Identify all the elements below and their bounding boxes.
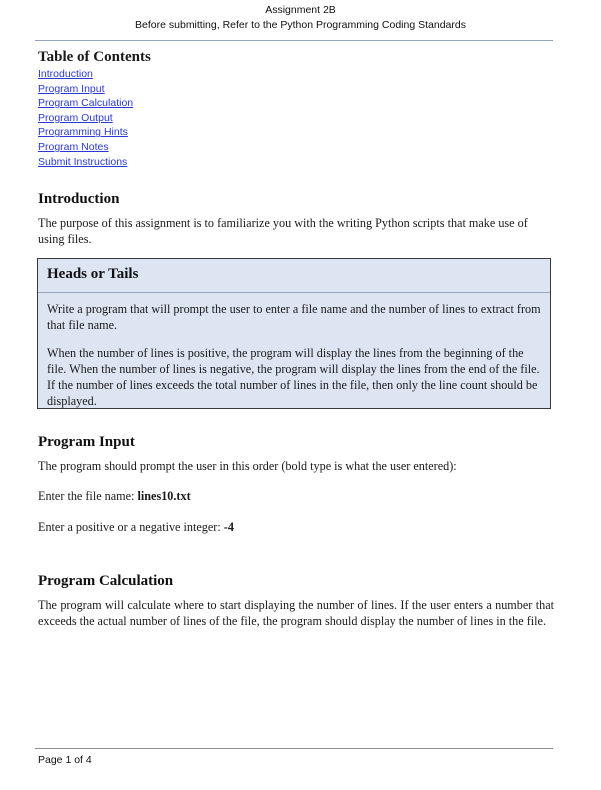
toc-link-program-output[interactable]: Program Output bbox=[38, 111, 113, 124]
toc-link-programming-hints[interactable]: Programming Hints bbox=[38, 126, 128, 139]
assignment-title: Assignment 2B bbox=[265, 4, 336, 16]
box-paragraph-2: When the number of lines is positive, the program will display the lines from the beginning of the file. When the number of lines is negative, the program will display the lines from the end of the file. If the number of lines exceeds the total number of lines in the file, then only the line count should be displayed. bbox=[47, 346, 540, 408]
toc-link-introduction[interactable]: Introduction bbox=[38, 68, 93, 80]
header-subtitle: Before submitting, Refer to the Python Programming Coding Standards bbox=[135, 19, 466, 31]
prompt-file-name bbox=[38, 488, 554, 504]
program-calculation-text: The program will calculate where to start displaying the number of lines. If the user enters a number that exceeds the actual number of lines of the file, the program should display the number of lines in the file. bbox=[38, 598, 554, 629]
toc-link-submit-instructions[interactable]: Submit Instructions bbox=[38, 155, 128, 168]
page-header bbox=[0, 3, 601, 33]
program-calculation-heading: Program Calculation bbox=[38, 573, 174, 589]
prompt-integer bbox=[38, 519, 554, 535]
page-number: Page 1 of 4 bbox=[38, 754, 92, 766]
prompt-integer-label: Enter a positive or a negative integer: bbox=[38, 520, 224, 534]
introduction-text: The purpose of this assignment is to familiarize you with the writing Python scripts that make use of using files. bbox=[38, 216, 528, 247]
header-divider bbox=[35, 40, 553, 41]
program-input-intro: The program should prompt the user in this order (bold type is what the user entered): bbox=[38, 459, 457, 473]
toc-link-program-calculation[interactable]: Program Calculation bbox=[38, 97, 134, 110]
heads-or-tails-box bbox=[37, 258, 551, 409]
footer-divider bbox=[35, 748, 553, 749]
prompt-file-name-label: Enter the file name: bbox=[38, 489, 138, 503]
toc-link-program-notes[interactable]: Program Notes bbox=[38, 140, 109, 153]
box-divider bbox=[38, 292, 550, 293]
introduction-heading: Introduction bbox=[38, 191, 120, 207]
box-paragraph-1: Write a program that will prompt the user to enter a file name and the number of lines to extract from that file name. bbox=[47, 302, 541, 332]
prompt-file-name-value: lines10.txt bbox=[137, 489, 191, 503]
table-of-contents bbox=[38, 67, 133, 169]
program-input-heading: Program Input bbox=[38, 434, 135, 450]
toc-link-program-input[interactable]: Program Input bbox=[38, 82, 105, 95]
prompt-integer-value: -4 bbox=[223, 520, 234, 534]
toc-title: Table of Contents bbox=[38, 49, 151, 65]
box-title: Heads or Tails bbox=[47, 266, 139, 282]
